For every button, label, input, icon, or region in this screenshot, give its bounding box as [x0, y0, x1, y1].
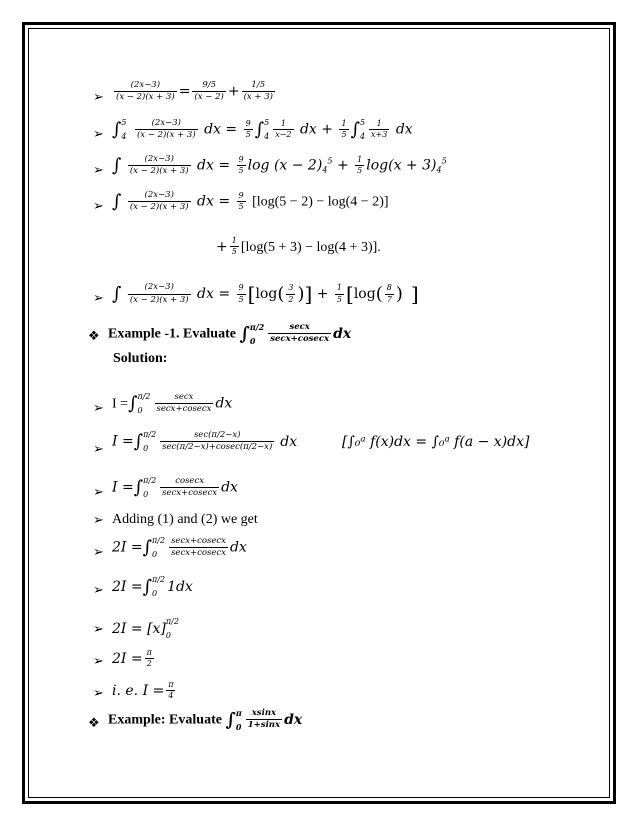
- arrow-bullet-icon: ➢: [93, 685, 104, 700]
- arrow-bullet-icon: ➢: [93, 544, 104, 559]
- fraction: $\frac{1/5}{(x + 3)}$: [243, 80, 273, 103]
- arrow-bullet-icon: ➢: [93, 621, 104, 636]
- fraction: $\frac{(2x-3)}{(x - 2)(x + 3)}$: [116, 80, 175, 103]
- fraction: $\frac{9/5}{(x - 2)}$: [194, 80, 224, 103]
- arrow-bullet-icon: ➢: [93, 653, 104, 668]
- arrow-bullet-icon: ➢: [93, 89, 104, 104]
- arrow-bullet-icon: ➢: [93, 582, 104, 597]
- arrow-bullet-icon: ➢: [93, 198, 104, 213]
- integral-sign: ∫: [112, 119, 122, 141]
- arrow-bullet-icon: ➢: [93, 162, 104, 177]
- arrow-bullet-icon: ➢: [93, 290, 104, 305]
- arrow-bullet-icon: ➢: [93, 484, 104, 499]
- diamond-bullet-icon: ❖: [88, 715, 100, 730]
- arrow-bullet-icon: ➢: [93, 441, 104, 456]
- property-rule: [∫₀ᵃ f(x)dx = ∫₀ᵃ f(a − x)dx]: [342, 434, 530, 450]
- arrow-bullet-icon: ➢: [93, 126, 104, 141]
- diamond-bullet-icon: ❖: [88, 328, 100, 343]
- arrow-bullet-icon: ➢: [93, 400, 104, 415]
- arrow-bullet-icon: ➢: [93, 512, 104, 527]
